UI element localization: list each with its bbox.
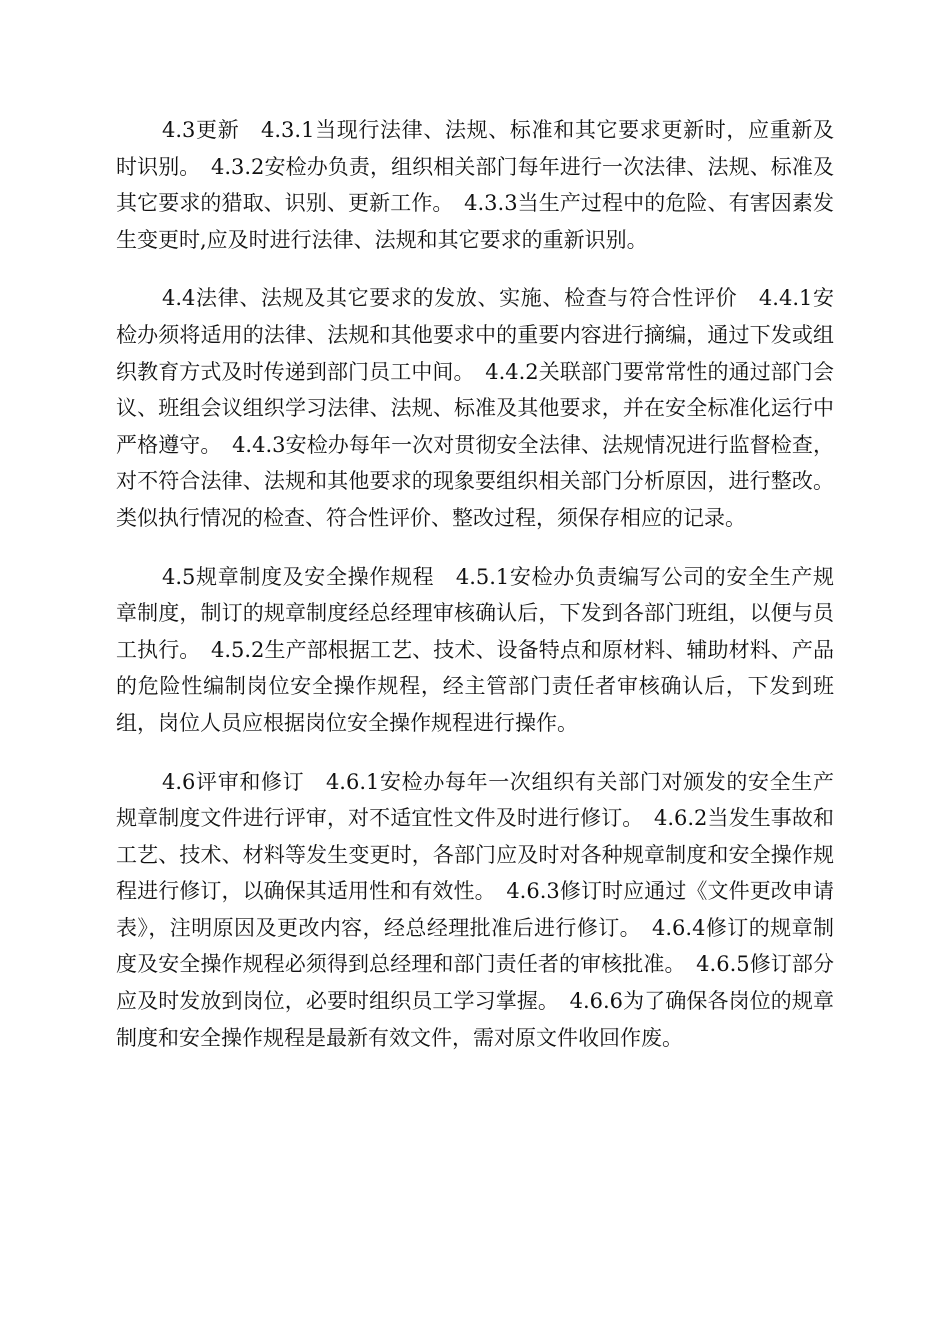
document-page [116,112,834,1078]
section-4-5-paragraph: 4.5规章制度及安全操作规程 4.5.1安检办负责编写公司的安全生产规章制度，制订的规章制度经总经理审核确认后，下发到各部门班组，以便与员工执行。 4.5.2生产部根据工艺、技术、设备特点和原材料、辅助材料、产品的危险性编制岗位安全操作规程，经主管部门责任者审核确认后，下发到班组，岗位人员应根据岗位安全操作规程进行操作。 [116,564,834,735]
section-4-6-paragraph: 4.6评审和修订 4.6.1安检办每年一次组织有关部门对颁发的安全生产规章制度文件进行评审，对不适宜性文件及时进行修订。 4.6.2当发生事故和工艺、技术、材料等发生变更时，各部门应及时对各种规章制度和安全操作规程进行修订，以确保其适用性和有效性。 4.6.3修订时应通过《文件更改申请表》，注明原因及更改内容，经总经理批准后进行修订。 4.6.4修订的规章制度及安全操作规程必须得到总经理和部门责任者的审核批准。 4.6.5修订部分应及时发放到岗位，必要时组织员工学习掌握。 4.6.6为了确保各岗位的规章制度和安全操作规程是最新有效文件，需对原文件收回作废。 [116,769,834,1050]
section-4-4-paragraph: 4.4法律、法规及其它要求的发放、实施、检查与符合性评价 4.4.1安检办须将适用的法律、法规和其他要求中的重要内容进行摘编，通过下发或组织教育方式及时传递到部门员工中间。 4.4.2关联部门要常常性的通过部门会议、班组会议组织学习法律、法规、标准及其他要求，并在安全标准化运行中严格遵守。 4.4.3安检办每年一次对贯彻安全法律、法规情况进行监督检查，对不符合法律、法规和其他要求的现象要组织相关部门分析原因，进行整改。类似执行情况的检查、符合性评价、整改过程，须保存相应的记录。 [116,286,834,530]
section-4-3-paragraph: 4.3更新 4.3.1当现行法律、法规、标准和其它要求更新时，应重新及时识别。 4.3.2安检办负责，组织相关部门每年进行一次法律、法规、标准及其它要求的猎取、识别、更新工作。 4.3.3当生产过程中的危险、有害因素发生变更时,应及时进行法律、法规和其它要求的重新识别。 [116,118,834,252]
